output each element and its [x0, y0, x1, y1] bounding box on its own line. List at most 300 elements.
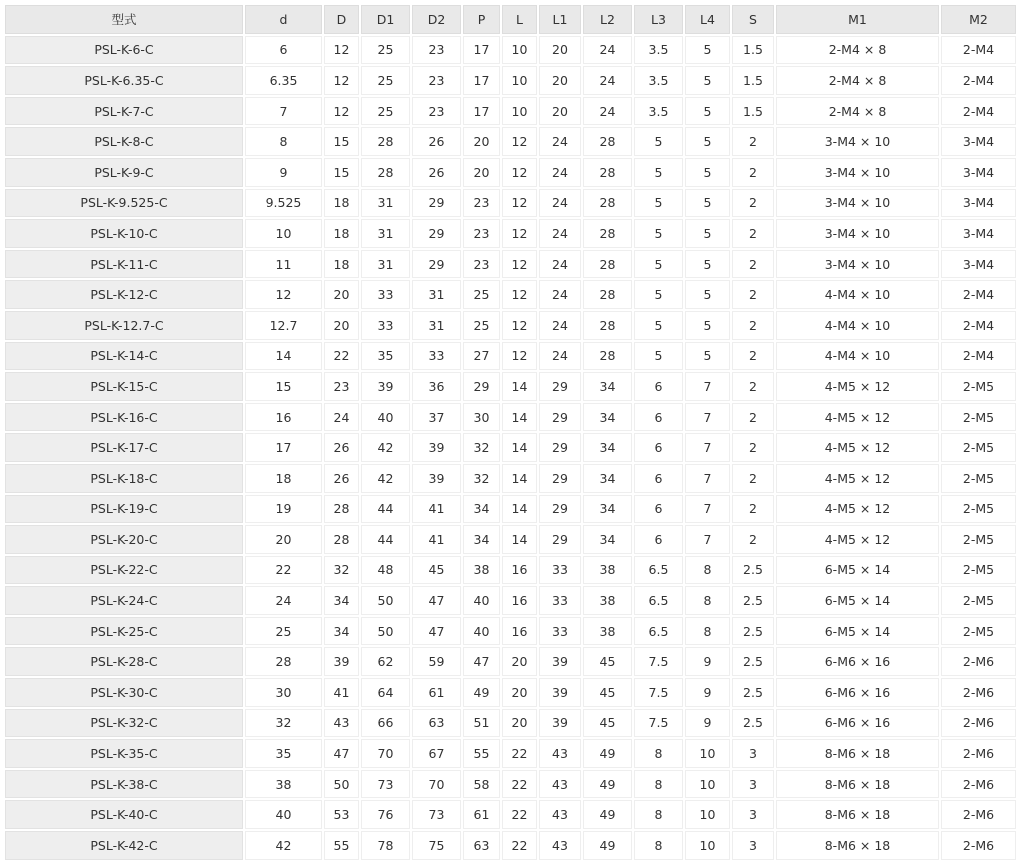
cell-d: 24 [245, 586, 322, 615]
cell-L1: 24 [539, 158, 581, 187]
cell-M2: 2-M5 [941, 556, 1016, 585]
table-row [5, 36, 1016, 65]
cell-d: 8 [245, 127, 322, 156]
cell-M1: 4-M4 × 10 [776, 311, 939, 340]
cell-S: 2 [732, 189, 774, 218]
cell-L: 12 [502, 250, 537, 279]
cell-D2: 45 [412, 556, 461, 585]
cell-D1: 25 [361, 36, 410, 65]
cell-S: 2 [732, 158, 774, 187]
cell-D1: 76 [361, 800, 410, 829]
cell-L2: 34 [583, 433, 632, 462]
cell-S: 2 [732, 495, 774, 524]
cell-S: 2 [732, 250, 774, 279]
cell-D-upper: 18 [324, 250, 359, 279]
cell-D-upper: 50 [324, 770, 359, 799]
cell-D1: 42 [361, 464, 410, 493]
cell-L2: 45 [583, 647, 632, 676]
spec-table [3, 3, 1018, 862]
cell-P: 49 [463, 678, 500, 707]
cell-D1: 73 [361, 770, 410, 799]
cell-D1: 31 [361, 250, 410, 279]
cell-L4: 10 [685, 831, 730, 860]
cell-L3: 6 [634, 464, 683, 493]
cell-P: 20 [463, 158, 500, 187]
cell-D-upper: 34 [324, 617, 359, 646]
cell-D2: 31 [412, 280, 461, 309]
cell-L: 16 [502, 617, 537, 646]
cell-L3: 6.5 [634, 617, 683, 646]
table-row [5, 556, 1016, 585]
cell-model: PSL-K-9.525-C [5, 189, 243, 218]
cell-L3: 5 [634, 219, 683, 248]
cell-D1: 44 [361, 525, 410, 554]
cell-S: 1.5 [732, 66, 774, 95]
cell-P: 25 [463, 280, 500, 309]
cell-M2: 2-M6 [941, 800, 1016, 829]
cell-L: 22 [502, 800, 537, 829]
cell-L4: 7 [685, 372, 730, 401]
cell-L1: 24 [539, 250, 581, 279]
cell-L1: 39 [539, 709, 581, 738]
cell-L: 22 [502, 831, 537, 860]
cell-D2: 23 [412, 36, 461, 65]
cell-P: 55 [463, 739, 500, 768]
cell-M1: 4-M5 × 12 [776, 464, 939, 493]
cell-L2: 28 [583, 219, 632, 248]
cell-d: 15 [245, 372, 322, 401]
cell-d: 30 [245, 678, 322, 707]
cell-d: 12.7 [245, 311, 322, 340]
cell-D-upper: 41 [324, 678, 359, 707]
cell-D-upper: 23 [324, 372, 359, 401]
cell-D-upper: 39 [324, 647, 359, 676]
cell-model: PSL-K-35-C [5, 739, 243, 768]
cell-L1: 20 [539, 66, 581, 95]
cell-d: 6.35 [245, 66, 322, 95]
cell-L2: 28 [583, 280, 632, 309]
cell-M1: 6-M5 × 14 [776, 586, 939, 615]
cell-L4: 8 [685, 617, 730, 646]
cell-L4: 8 [685, 586, 730, 615]
cell-d: 42 [245, 831, 322, 860]
cell-model: PSL-K-40-C [5, 800, 243, 829]
cell-L4: 10 [685, 770, 730, 799]
cell-model: PSL-K-12.7-C [5, 311, 243, 340]
cell-M1: 4-M5 × 12 [776, 525, 939, 554]
cell-L: 20 [502, 678, 537, 707]
cell-L1: 29 [539, 495, 581, 524]
cell-L1: 20 [539, 97, 581, 126]
cell-L3: 6 [634, 372, 683, 401]
cell-L2: 38 [583, 586, 632, 615]
cell-S: 2 [732, 127, 774, 156]
cell-D-upper: 15 [324, 158, 359, 187]
cell-d: 9 [245, 158, 322, 187]
column-header-M1: M1 [776, 5, 939, 34]
cell-S: 2.5 [732, 647, 774, 676]
cell-P: 61 [463, 800, 500, 829]
cell-L4: 5 [685, 250, 730, 279]
cell-D-upper: 12 [324, 66, 359, 95]
table-row [5, 66, 1016, 95]
cell-L2: 28 [583, 311, 632, 340]
cell-D2: 75 [412, 831, 461, 860]
cell-D2: 33 [412, 342, 461, 371]
cell-L2: 28 [583, 158, 632, 187]
cell-D1: 64 [361, 678, 410, 707]
cell-L4: 5 [685, 342, 730, 371]
cell-L: 16 [502, 586, 537, 615]
cell-L1: 29 [539, 525, 581, 554]
cell-D-upper: 15 [324, 127, 359, 156]
cell-D2: 61 [412, 678, 461, 707]
cell-L4: 7 [685, 525, 730, 554]
cell-L4: 5 [685, 311, 730, 340]
cell-L3: 6 [634, 525, 683, 554]
cell-M1: 3-M4 × 10 [776, 189, 939, 218]
cell-L1: 43 [539, 739, 581, 768]
cell-S: 2 [732, 219, 774, 248]
table-row [5, 495, 1016, 524]
cell-M1: 6-M5 × 14 [776, 556, 939, 585]
cell-D1: 25 [361, 97, 410, 126]
cell-M2: 2-M6 [941, 678, 1016, 707]
cell-L3: 5 [634, 311, 683, 340]
table-row [5, 189, 1016, 218]
cell-M2: 2-M5 [941, 525, 1016, 554]
table-row [5, 342, 1016, 371]
cell-d: 6 [245, 36, 322, 65]
cell-d: 40 [245, 800, 322, 829]
cell-S: 3 [732, 739, 774, 768]
cell-L: 14 [502, 403, 537, 432]
cell-L1: 29 [539, 403, 581, 432]
cell-L1: 33 [539, 586, 581, 615]
cell-model: PSL-K-6.35-C [5, 66, 243, 95]
cell-L4: 5 [685, 36, 730, 65]
cell-L2: 28 [583, 127, 632, 156]
cell-D2: 39 [412, 464, 461, 493]
cell-L2: 45 [583, 678, 632, 707]
cell-M2: 3-M4 [941, 127, 1016, 156]
column-header-L2: L2 [583, 5, 632, 34]
cell-M1: 3-M4 × 10 [776, 127, 939, 156]
cell-L4: 7 [685, 464, 730, 493]
cell-L2: 49 [583, 800, 632, 829]
cell-model: PSL-K-6-C [5, 36, 243, 65]
cell-D2: 67 [412, 739, 461, 768]
cell-L1: 33 [539, 617, 581, 646]
table-header [5, 5, 1016, 34]
cell-M2: 2-M5 [941, 403, 1016, 432]
cell-M1: 4-M4 × 10 [776, 342, 939, 371]
cell-L3: 7.5 [634, 709, 683, 738]
cell-L2: 49 [583, 831, 632, 860]
cell-L2: 24 [583, 36, 632, 65]
cell-L1: 24 [539, 311, 581, 340]
cell-model: PSL-K-12-C [5, 280, 243, 309]
table-row [5, 433, 1016, 462]
cell-L: 20 [502, 709, 537, 738]
cell-D-upper: 43 [324, 709, 359, 738]
cell-M2: 2-M6 [941, 647, 1016, 676]
cell-P: 47 [463, 647, 500, 676]
cell-S: 2 [732, 342, 774, 371]
cell-S: 2.5 [732, 556, 774, 585]
table-row [5, 464, 1016, 493]
cell-L: 10 [502, 36, 537, 65]
cell-L2: 49 [583, 739, 632, 768]
cell-M1: 2-M4 × 8 [776, 97, 939, 126]
cell-D-upper: 12 [324, 97, 359, 126]
cell-d: 19 [245, 495, 322, 524]
cell-M2: 3-M4 [941, 219, 1016, 248]
cell-model: PSL-K-9-C [5, 158, 243, 187]
cell-model: PSL-K-32-C [5, 709, 243, 738]
cell-M1: 8-M6 × 18 [776, 800, 939, 829]
cell-L3: 7.5 [634, 678, 683, 707]
cell-D-upper: 34 [324, 586, 359, 615]
cell-model: PSL-K-42-C [5, 831, 243, 860]
cell-d: 18 [245, 464, 322, 493]
cell-L1: 24 [539, 189, 581, 218]
table-row [5, 800, 1016, 829]
cell-P: 25 [463, 311, 500, 340]
cell-D2: 63 [412, 709, 461, 738]
cell-M1: 8-M6 × 18 [776, 831, 939, 860]
cell-P: 29 [463, 372, 500, 401]
cell-D-upper: 12 [324, 36, 359, 65]
column-header-L4: L4 [685, 5, 730, 34]
cell-L1: 39 [539, 678, 581, 707]
cell-D1: 42 [361, 433, 410, 462]
cell-L4: 5 [685, 127, 730, 156]
column-header-L1: L1 [539, 5, 581, 34]
cell-model: PSL-K-30-C [5, 678, 243, 707]
cell-S: 2 [732, 433, 774, 462]
cell-P: 32 [463, 433, 500, 462]
table-row [5, 280, 1016, 309]
cell-d: 25 [245, 617, 322, 646]
cell-P: 23 [463, 250, 500, 279]
cell-D1: 50 [361, 617, 410, 646]
cell-model: PSL-K-10-C [5, 219, 243, 248]
cell-L4: 10 [685, 800, 730, 829]
cell-L3: 8 [634, 800, 683, 829]
cell-D-upper: 18 [324, 219, 359, 248]
cell-M2: 3-M4 [941, 158, 1016, 187]
column-header-d: d [245, 5, 322, 34]
cell-M2: 2-M4 [941, 36, 1016, 65]
cell-L2: 49 [583, 770, 632, 799]
cell-L4: 5 [685, 66, 730, 95]
cell-M2: 2-M6 [941, 739, 1016, 768]
table-body [5, 36, 1016, 860]
cell-D-upper: 24 [324, 403, 359, 432]
cell-M1: 8-M6 × 18 [776, 739, 939, 768]
cell-D1: 28 [361, 127, 410, 156]
cell-L1: 24 [539, 342, 581, 371]
cell-D1: 70 [361, 739, 410, 768]
cell-D2: 41 [412, 495, 461, 524]
cell-model: PSL-K-8-C [5, 127, 243, 156]
cell-P: 51 [463, 709, 500, 738]
cell-M2: 2-M5 [941, 433, 1016, 462]
table-row [5, 586, 1016, 615]
table-row [5, 403, 1016, 432]
table-row [5, 158, 1016, 187]
cell-D1: 39 [361, 372, 410, 401]
cell-L1: 43 [539, 831, 581, 860]
cell-L4: 5 [685, 158, 730, 187]
cell-D2: 29 [412, 189, 461, 218]
cell-model: PSL-K-19-C [5, 495, 243, 524]
cell-D1: 40 [361, 403, 410, 432]
cell-L3: 7.5 [634, 647, 683, 676]
cell-M2: 2-M5 [941, 586, 1016, 615]
cell-d: 38 [245, 770, 322, 799]
column-header-L: L [502, 5, 537, 34]
cell-L4: 7 [685, 433, 730, 462]
cell-L3: 5 [634, 250, 683, 279]
cell-D-upper: 32 [324, 556, 359, 585]
cell-L3: 6.5 [634, 586, 683, 615]
table-row [5, 647, 1016, 676]
cell-L4: 7 [685, 495, 730, 524]
cell-L4: 9 [685, 647, 730, 676]
cell-P: 27 [463, 342, 500, 371]
cell-L3: 3.5 [634, 97, 683, 126]
cell-D2: 37 [412, 403, 461, 432]
column-header-L3: L3 [634, 5, 683, 34]
table-row [5, 678, 1016, 707]
cell-model: PSL-K-28-C [5, 647, 243, 676]
cell-L: 22 [502, 770, 537, 799]
cell-L2: 34 [583, 495, 632, 524]
cell-L1: 24 [539, 219, 581, 248]
cell-P: 32 [463, 464, 500, 493]
cell-L: 14 [502, 525, 537, 554]
cell-D1: 50 [361, 586, 410, 615]
cell-model: PSL-K-16-C [5, 403, 243, 432]
cell-L4: 9 [685, 709, 730, 738]
cell-L1: 29 [539, 464, 581, 493]
cell-M1: 8-M6 × 18 [776, 770, 939, 799]
cell-d: 9.525 [245, 189, 322, 218]
cell-d: 12 [245, 280, 322, 309]
cell-L: 14 [502, 372, 537, 401]
column-header-S: S [732, 5, 774, 34]
cell-S: 2.5 [732, 617, 774, 646]
cell-P: 17 [463, 66, 500, 95]
cell-L: 12 [502, 158, 537, 187]
cell-M2: 2-M4 [941, 311, 1016, 340]
cell-L3: 6 [634, 403, 683, 432]
cell-L2: 34 [583, 372, 632, 401]
cell-L: 12 [502, 127, 537, 156]
table-row [5, 97, 1016, 126]
cell-L1: 20 [539, 36, 581, 65]
cell-L4: 5 [685, 280, 730, 309]
cell-L3: 5 [634, 127, 683, 156]
cell-M2: 3-M4 [941, 189, 1016, 218]
cell-M1: 6-M6 × 16 [776, 678, 939, 707]
cell-D1: 28 [361, 158, 410, 187]
cell-L: 22 [502, 739, 537, 768]
cell-M2: 2-M5 [941, 464, 1016, 493]
cell-M2: 2-M4 [941, 280, 1016, 309]
cell-P: 23 [463, 219, 500, 248]
cell-model: PSL-K-22-C [5, 556, 243, 585]
cell-D2: 29 [412, 219, 461, 248]
cell-L3: 3.5 [634, 36, 683, 65]
cell-P: 23 [463, 189, 500, 218]
cell-P: 40 [463, 617, 500, 646]
cell-M2: 2-M6 [941, 831, 1016, 860]
table-row [5, 219, 1016, 248]
cell-model: PSL-K-11-C [5, 250, 243, 279]
column-header-D-upper: D [324, 5, 359, 34]
cell-L: 12 [502, 219, 537, 248]
cell-D-upper: 22 [324, 342, 359, 371]
cell-D2: 29 [412, 250, 461, 279]
cell-L2: 28 [583, 342, 632, 371]
cell-d: 22 [245, 556, 322, 585]
cell-L2: 45 [583, 709, 632, 738]
cell-L: 12 [502, 189, 537, 218]
cell-D1: 44 [361, 495, 410, 524]
cell-D1: 48 [361, 556, 410, 585]
cell-S: 2 [732, 464, 774, 493]
cell-D1: 31 [361, 189, 410, 218]
cell-D1: 35 [361, 342, 410, 371]
table-row [5, 770, 1016, 799]
cell-L: 12 [502, 342, 537, 371]
column-header-P: P [463, 5, 500, 34]
cell-L4: 5 [685, 189, 730, 218]
cell-M1: 6-M6 × 16 [776, 709, 939, 738]
cell-M2: 2-M6 [941, 709, 1016, 738]
cell-L2: 28 [583, 189, 632, 218]
cell-P: 63 [463, 831, 500, 860]
cell-D1: 78 [361, 831, 410, 860]
cell-M1: 6-M5 × 14 [776, 617, 939, 646]
cell-S: 2.5 [732, 586, 774, 615]
cell-S: 3 [732, 831, 774, 860]
column-header-model: 型式 [5, 5, 243, 34]
cell-M1: 2-M4 × 8 [776, 36, 939, 65]
cell-M2: 3-M4 [941, 250, 1016, 279]
cell-L1: 33 [539, 556, 581, 585]
cell-L3: 5 [634, 342, 683, 371]
cell-S: 2 [732, 403, 774, 432]
cell-L3: 5 [634, 158, 683, 187]
cell-D-upper: 47 [324, 739, 359, 768]
cell-L1: 39 [539, 647, 581, 676]
table-row [5, 372, 1016, 401]
cell-L3: 5 [634, 280, 683, 309]
cell-L: 12 [502, 311, 537, 340]
table-row [5, 525, 1016, 554]
cell-model: PSL-K-20-C [5, 525, 243, 554]
cell-L2: 34 [583, 464, 632, 493]
column-header-D2: D2 [412, 5, 461, 34]
cell-D1: 62 [361, 647, 410, 676]
cell-L3: 8 [634, 831, 683, 860]
cell-L3: 6.5 [634, 556, 683, 585]
cell-L: 14 [502, 433, 537, 462]
